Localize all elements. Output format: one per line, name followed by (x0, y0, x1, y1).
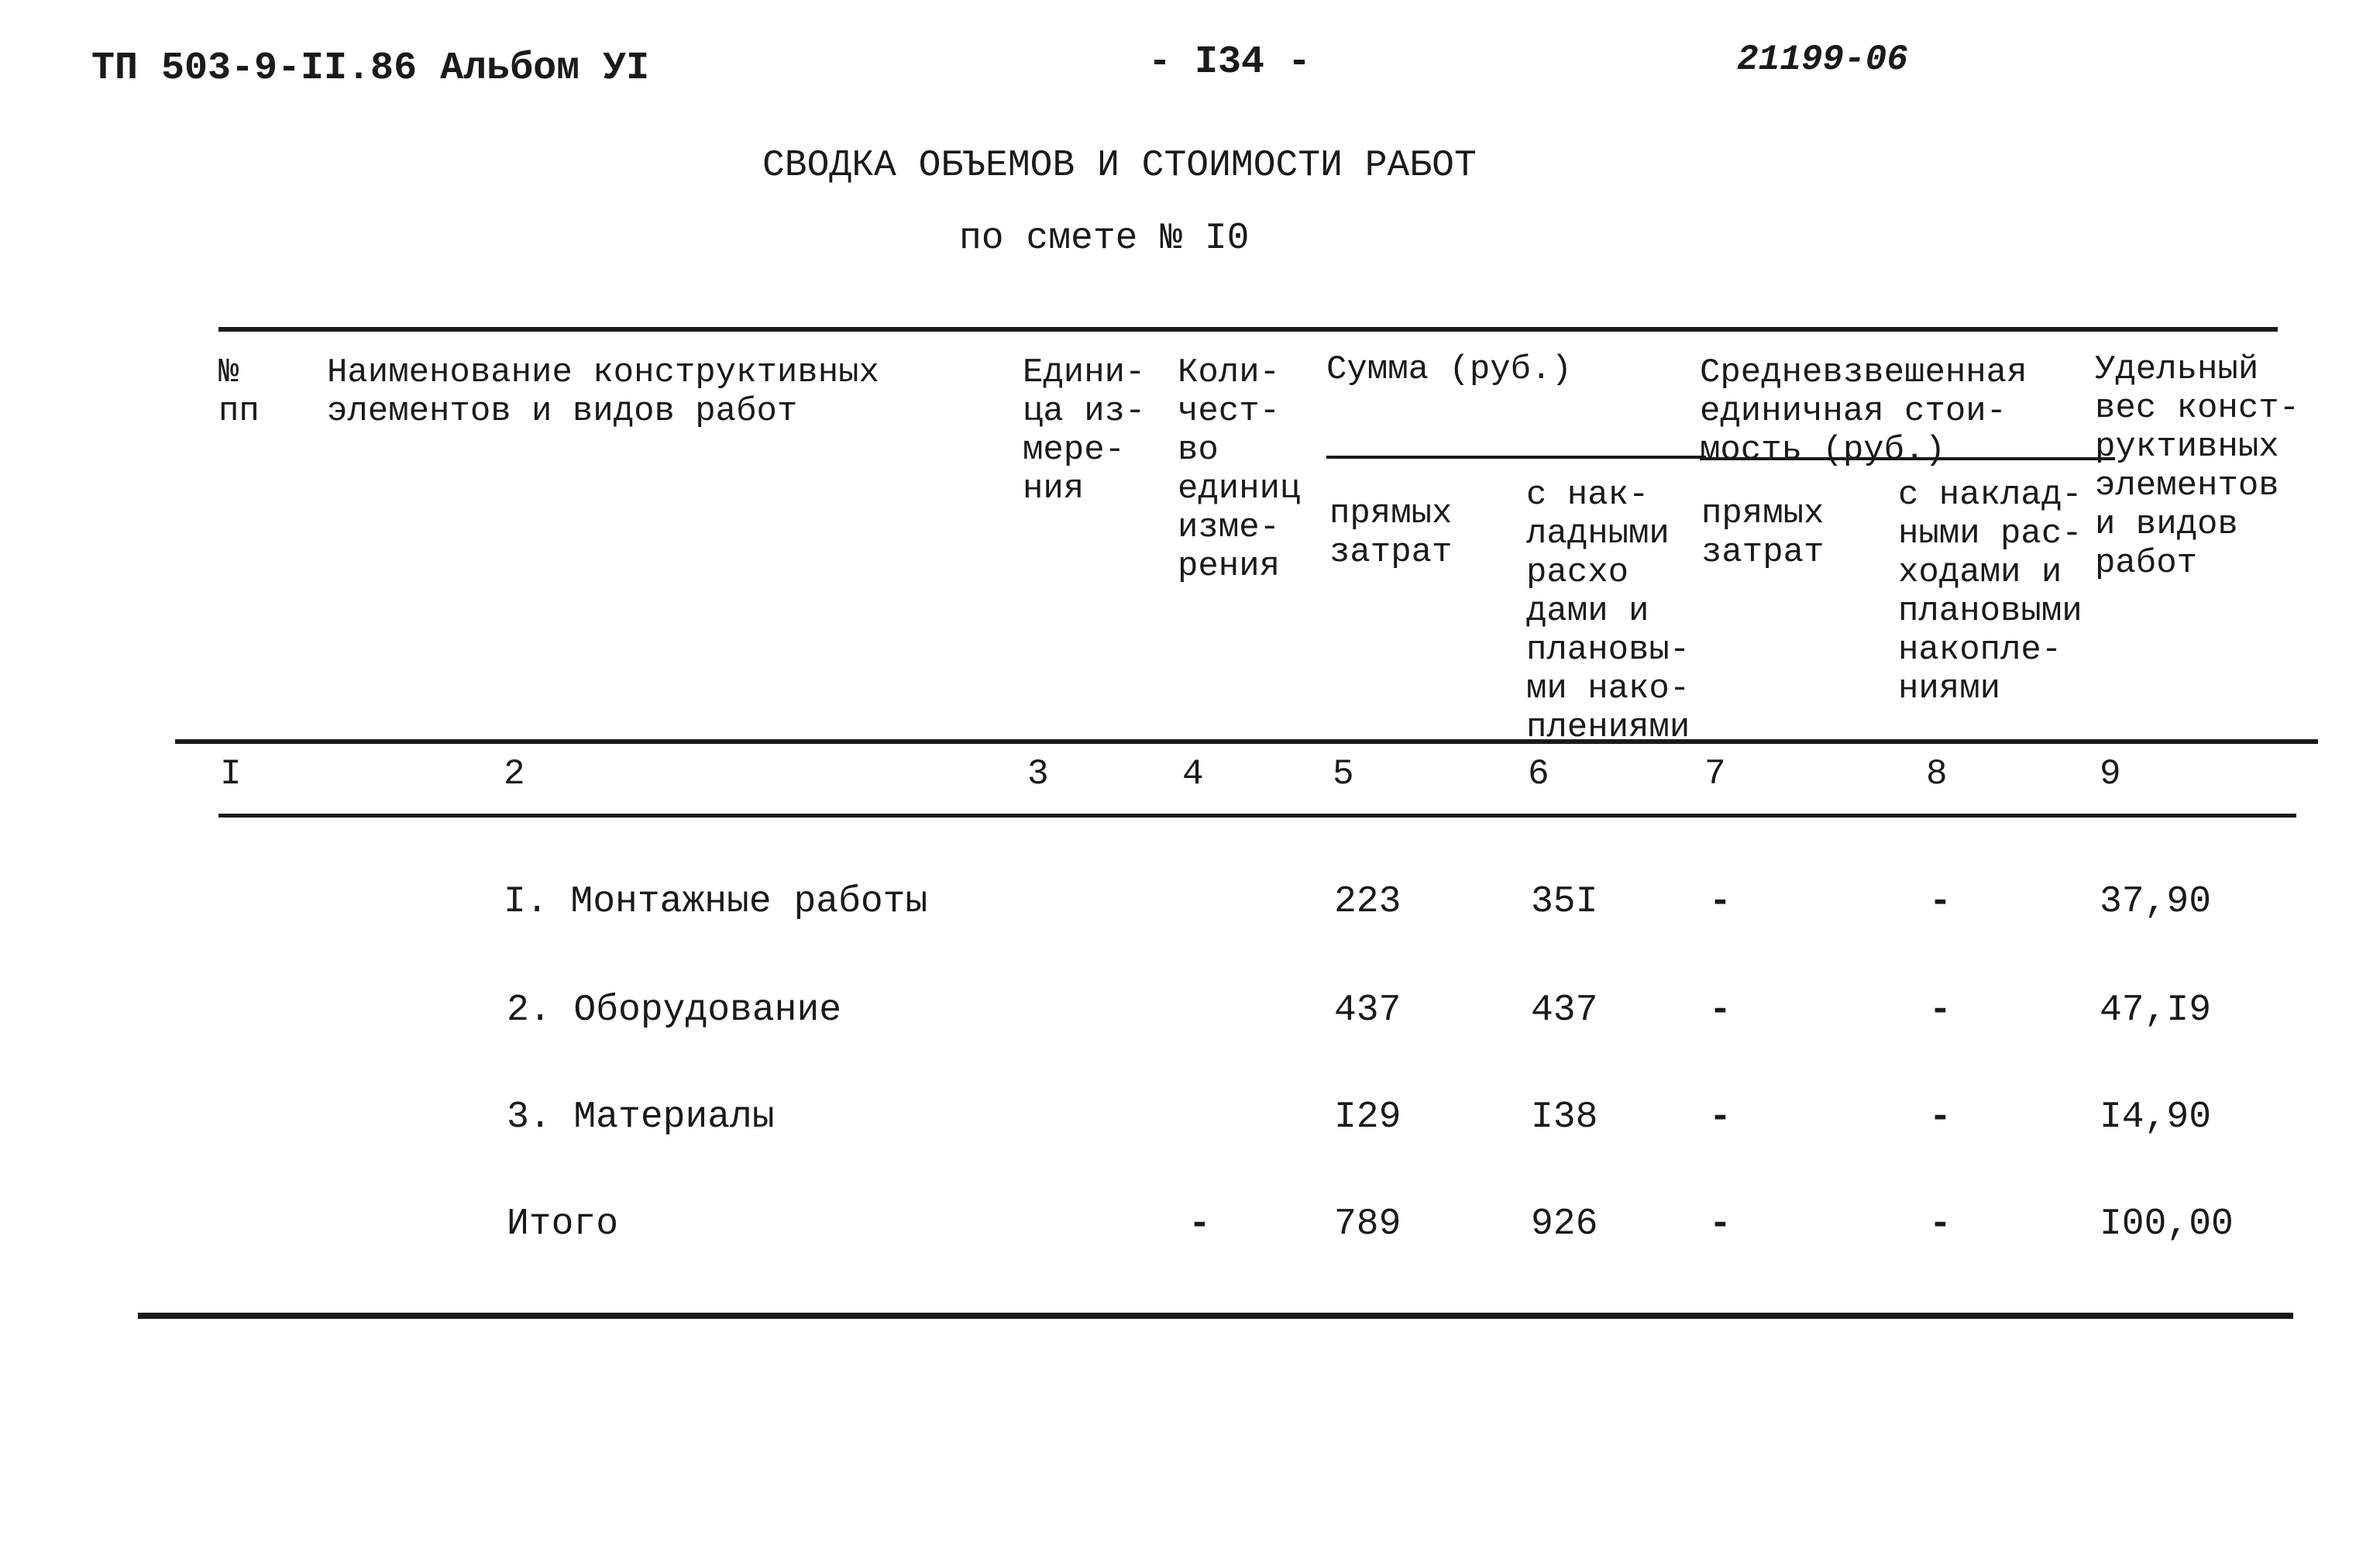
row-sum-direct: 789 (1334, 1203, 1402, 1245)
row-sum-direct: I29 (1334, 1096, 1402, 1138)
row-avg-overhead: - (1929, 1096, 1952, 1138)
column-number: I (220, 754, 242, 794)
row-avg-overhead: - (1929, 881, 1952, 923)
row-avg-direct: - (1709, 990, 1732, 1031)
header-unit: Едини- ца из- мере- ния (1023, 353, 1146, 508)
column-number: 3 (1027, 754, 1049, 794)
row-avg-overhead: - (1929, 990, 1952, 1031)
column-number: 5 (1333, 754, 1354, 794)
header-avg-overhead: с наклад- ными рас- ходами и плановыми накопле- ниями (1898, 476, 2082, 708)
row-avg-direct: - (1709, 1203, 1732, 1245)
row-sum-direct: 437 (1334, 990, 1402, 1031)
handwritten-stamp: 21199-06 (1737, 40, 1908, 80)
column-number: 6 (1528, 754, 1549, 794)
header-name: Наименование конструктивных элементов и видов работ (327, 353, 879, 431)
header-avg-direct: прямых затрат (1701, 494, 1825, 572)
header-quantity: Коли- чест- во единиц изме- рения (1178, 353, 1301, 586)
row-share: 37,90 (2100, 881, 2212, 923)
column-number: 8 (1926, 754, 1948, 794)
header-share: Удельный вес конст- руктивных элементов и видов работ (2095, 350, 2300, 583)
page-subtitle: по смете № I0 (959, 218, 1250, 260)
page-title: СВОДКА ОБЪЕМОВ И СТОИМОСТИ РАБОТ (762, 145, 1477, 187)
column-number: 9 (2100, 754, 2121, 794)
header-bottom-rule (175, 739, 2318, 744)
sum-group-rule (1326, 456, 1706, 459)
row-avg-direct: - (1709, 881, 1732, 923)
row-name: I. Монтажные работы (504, 881, 928, 923)
column-number: 7 (1704, 754, 1726, 794)
row-name: 3. Материалы (507, 1096, 775, 1138)
table-bottom-rule (138, 1313, 2293, 1319)
row-sum-overhead: 35I (1531, 881, 1598, 923)
row-share: I00,00 (2100, 1203, 2234, 1245)
row-quantity: - (1188, 1203, 1211, 1245)
row-sum-overhead: 926 (1531, 1203, 1598, 1245)
document-code: ТП 503-9-II.86 Альбом УI (91, 46, 650, 91)
header-sum-group: Сумма (руб.) (1326, 350, 1572, 389)
row-sum-direct: 223 (1334, 881, 1402, 923)
row-sum-overhead: I38 (1531, 1096, 1598, 1138)
header-number: № пп (218, 353, 260, 431)
row-avg-overhead: - (1929, 1203, 1952, 1245)
column-number: 2 (504, 754, 525, 794)
header-sum-direct: прямых затрат (1329, 494, 1453, 572)
row-share: I4,90 (2100, 1096, 2212, 1138)
header-avg-group: Средневзвешенная единичная стои- мость (руб.) (1700, 353, 2027, 470)
row-avg-direct: - (1709, 1096, 1732, 1138)
header-sum-overhead: с нак- ладными расхо дами и плановы- ми нако- плениями (1526, 476, 1690, 747)
column-number-rule (218, 814, 2296, 818)
row-sum-overhead: 437 (1531, 990, 1598, 1031)
row-share: 47,I9 (2100, 990, 2212, 1031)
row-name: 2. Оборудование (507, 990, 842, 1031)
table-top-rule (218, 327, 2278, 332)
column-number: 4 (1182, 754, 1204, 794)
page-number: - I34 - (1148, 40, 1312, 84)
row-name: Итого (507, 1203, 619, 1245)
